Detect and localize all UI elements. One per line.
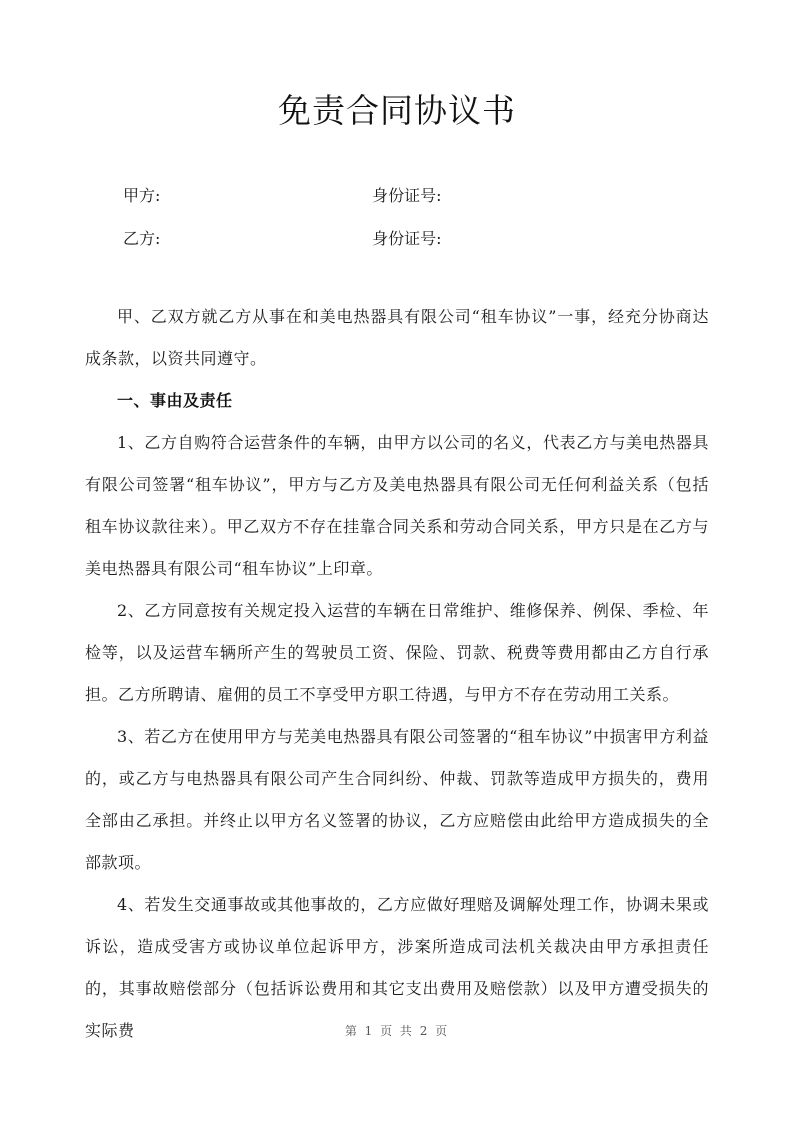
document-content [0,88,794,1052]
party-a-id-label: 身份证号: [372,186,442,205]
party-b-row [123,217,709,260]
clause-4: 4、若发生交通事故或其他事故的，乙方应做好理赔及调解处理工作，协调未果或诉讼，造成受害方或协议单位起诉甲方，涉案所造成司法机关裁决由甲方承担责任的，其事故赔偿部分（包括诉讼费用和其它支出费用及赔偿款）以及甲方遭受损失的实际费 [85,895,709,1040]
parties-block [85,174,709,260]
clause-2: 2、乙方同意按有关规定投入运营的车辆在日常维护、维修保养、例保、季检、年检等，以及运营车辆所产生的驾驶员工资、保险、罚款、税费等费用都由乙方自行承担。乙方所聘请、雇佣的员工不享受甲方职工待遇，与甲方不存在劳动用工关系。 [85,601,709,704]
page-number: 第 1 页 共 2 页 [344,1024,450,1038]
document-title: 免责合同协议书 [278,91,516,130]
party-b-id-label: 身份证号: [372,229,442,248]
clause-3: 3、若乙方在使用甲方与芜美电热器具有限公司签署的“租车协议”中损害甲方利益的，或乙方与电热器具有限公司产生合同纠纷、仲裁、罚款等造成甲方损失的，费用全部由乙承担。并终止以甲方名义签署的协议，乙方应赔偿由此给甲方造成损失的全部款项。 [85,727,709,872]
clause-1: 1、乙方自购符合运营条件的车辆，由甲方以公司的名义，代表乙方与美电热器具有限公司签署“租车协议”，甲方与乙方及美电热器具有限公司无任何利益关系（包括租车协议款往来）。甲乙双方不存在挂靠合同关系和劳动合同关系，甲方只是在乙方与美电热器具有限公司“租车协议”上印章。 [85,433,709,578]
intro-paragraph: 甲、乙双方就乙方从事在和美电热器具有限公司“租车协议”一事，经充分协商达成条款，以资共同遵守。 [85,307,709,368]
party-a-row [123,174,709,217]
section-heading: 一、事由及责任 [117,391,233,410]
party-a-label: 甲方: [123,186,161,205]
party-b-label: 乙方: [123,229,161,248]
